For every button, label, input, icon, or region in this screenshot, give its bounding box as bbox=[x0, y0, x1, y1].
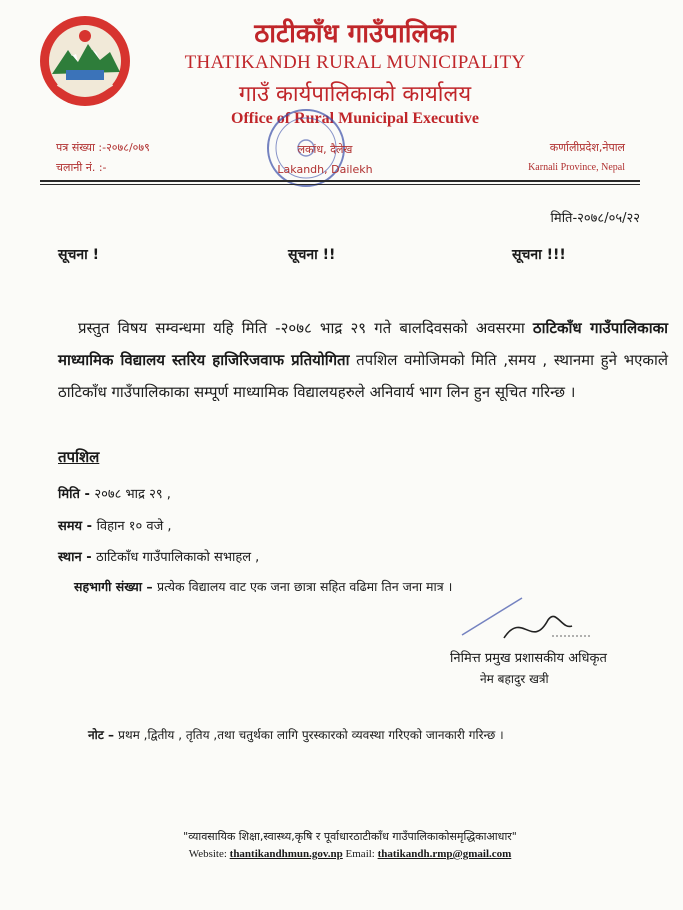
detail-value: ठाटिकाँध गाउँपालिकाको सभाहल , bbox=[96, 550, 260, 565]
detail-value: प्रत्येक विद्यालय वाट एक जना छात्रा सहित वढिमा तिन जना मात्र । bbox=[156, 579, 453, 594]
header-divider-thin bbox=[40, 184, 640, 185]
notice-body bbox=[58, 312, 668, 408]
detail-row-participants bbox=[74, 578, 452, 595]
province-block bbox=[480, 138, 625, 178]
email-link[interactable]: thatikandh.rmp@gmail.com bbox=[377, 848, 512, 860]
notice-heading-1: सूचना ! bbox=[58, 247, 100, 263]
website-link[interactable]: thantikandhmun.gov.np bbox=[229, 848, 343, 860]
detail-row-venue bbox=[58, 547, 259, 565]
signature-stamp bbox=[452, 590, 592, 650]
letter-date: मिति-२०७८/०५/२२ bbox=[550, 211, 640, 226]
office-location bbox=[240, 140, 410, 180]
detail-row-time bbox=[58, 516, 172, 534]
office-title-np: गाउँ कार्यपालिकाको कार्यालय bbox=[238, 82, 472, 107]
municipality-title-np: ठाटीकाँध गाउँपालिका bbox=[254, 19, 456, 49]
header-divider bbox=[40, 180, 640, 182]
province-np: कर्णालीप्रदेश,नेपाल bbox=[549, 141, 625, 154]
body-text-part1: प्रस्तुत विषय सम्वन्धमा यहि मिति -२०७८ भाद्र २९ गते बालदिवसको अवसरमा bbox=[78, 319, 533, 337]
detail-row-date bbox=[58, 484, 171, 502]
note-label: नोट – bbox=[88, 728, 119, 742]
detail-label: स्थान - bbox=[58, 550, 97, 565]
notice-heading-3: सूचना !!! bbox=[512, 247, 566, 263]
location-en: Lakandh, Dailekh bbox=[277, 163, 373, 176]
dispatch-number: चलानी नं. :- bbox=[56, 161, 107, 174]
detail-label: सहभागी संख्या – bbox=[74, 579, 157, 594]
signatory-name: नेम बहादुर खत्री bbox=[480, 672, 549, 686]
details-heading: तपशिल bbox=[58, 448, 100, 466]
footer-slogan: "व्यावसायिक शिक्षा,स्वास्थ्य,कृषि र पूर्वाधारठाटीकाँध गाउँपालिकाकोसमृद्धिकाआधार" bbox=[183, 830, 517, 843]
reference-block bbox=[56, 138, 150, 178]
notice-heading-2: सूचना !! bbox=[288, 247, 336, 263]
body-text-bold: ठाटिकाँध गाउँपालिकाका माध्यामिक विद्यालय स्तरिय हाजिरिजवाफ प्रतियोगिता bbox=[58, 319, 668, 369]
location-np: लकांध, दैलेख bbox=[297, 143, 353, 156]
website-label: Website: bbox=[188, 848, 230, 860]
province-en: Karnali Province, Nepal bbox=[528, 162, 625, 173]
office-title-en: Office of Rural Municipal Executive bbox=[231, 110, 479, 127]
detail-label: समय - bbox=[58, 519, 97, 534]
detail-value: २०७८ भाद्र २९ , bbox=[94, 487, 171, 502]
email-label: Email: bbox=[342, 848, 378, 860]
detail-value: विहान १० वजे , bbox=[96, 519, 172, 534]
detail-label: मिति - bbox=[58, 487, 95, 502]
note-text: प्रथम ,द्वितीय , तृतिय ,तथा चतुर्थका लागि पुरस्कारको व्यवस्था गरिएको जानकारी गरिन्छ । bbox=[118, 728, 504, 742]
note-line bbox=[88, 726, 504, 743]
body-text-part2: तपशिल वमोजिमको मिति ,समय , स्थानमा हुने भएकाले ठाटिकाँध गाउँपालिकाका सम्पूर्ण माध्यामिक विद्यालयहरुले अनिवार्य भाग लिन हुन सूचित गरिन्छ । bbox=[58, 351, 668, 401]
municipality-title-en: THATIKANDH RURAL MUNICIPALITY bbox=[184, 52, 526, 73]
footer-contact bbox=[100, 848, 600, 860]
signatory-title: निमित्त प्रमुख प्रशासकीय अधिकृत bbox=[450, 651, 607, 666]
nepal-emblem-icon bbox=[38, 14, 132, 108]
letter-number: पत्र संख्या :-२०७८/०७९ bbox=[56, 141, 150, 154]
